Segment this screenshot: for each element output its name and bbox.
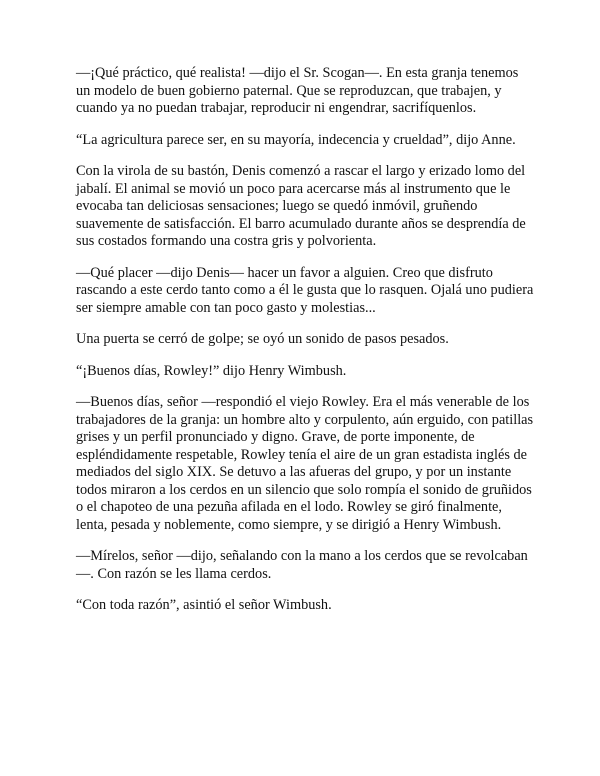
paragraph-9: “Con toda razón”, asintió el señor Wimbush. <box>76 597 332 613</box>
paragraph-2: “La agricultura parece ser, en su mayoría, indecencia y crueldad”, dijo Anne. <box>76 131 516 148</box>
body-text <box>76 65 534 629</box>
paragraph-7: —Buenos días, señor —respondió el viejo Rowley. Era el más venerable de los trabajadores de la granja: un hombre alto y corpulento, aún erguido, con patillas grises y un perfil pronunciado y digno. Grave, de porte imponente, de espléndidamente respetable, Rowley tenía el aire de un gran estadista inglés de mediados del siglo XIX. Se detuvo a las afueras del grupo, y por un instante todos miraron a los cerdos en un silencio que solo rompía el sonido de gruñidos o el chapoteo de una pezuña afilada en el lodo. Rowley se giró finalmente, lenta, pesada y noblemente, como siempre, y se dirigió a Henry Wimbush. <box>76 394 534 533</box>
paragraph-5: Una puerta se cerró de golpe; se oyó un sonido de pasos pesados. <box>76 331 449 347</box>
paragraph-1: —¡Qué práctico, qué realista! —dijo el Sr. Scogan—. En esta granja tenemos un modelo de buen gobierno paternal. Que se reproduzcan, que trabajen, y cuando ya no puedan trabajar, reproducir ni engendrar, sacrifíquenlos. <box>76 65 519 116</box>
paragraph-8: —Mírelos, señor —dijo, señalando con la mano a los cerdos que se revolcaban—. Con razón se les llama cerdos. <box>76 548 528 582</box>
paragraph-3: Con la virola de su bastón, Denis comenzó a rascar el largo y erizado lomo del jabalí. El animal se movió un poco para acercarse más al instrumento que le evocaba tan deliciosas sensaciones; luego se quedó inmóvil, gruñendo suavemente de satisfacción. El barro acumulado durante años se desprendía de sus costados formando una costra gris y polvorienta. <box>76 163 526 249</box>
paragraph-6: “¡Buenos días, Rowley!” dijo Henry Wimbush. <box>76 362 347 379</box>
paragraph-4: —Qué placer —dijo Denis— hacer un favor a alguien. Creo que disfruto rascando a este cerdo tanto como a él le gusta que lo rasquen. Ojalá uno pudiera ser siempre amable con tan poco gasto y molestias... <box>76 264 534 316</box>
